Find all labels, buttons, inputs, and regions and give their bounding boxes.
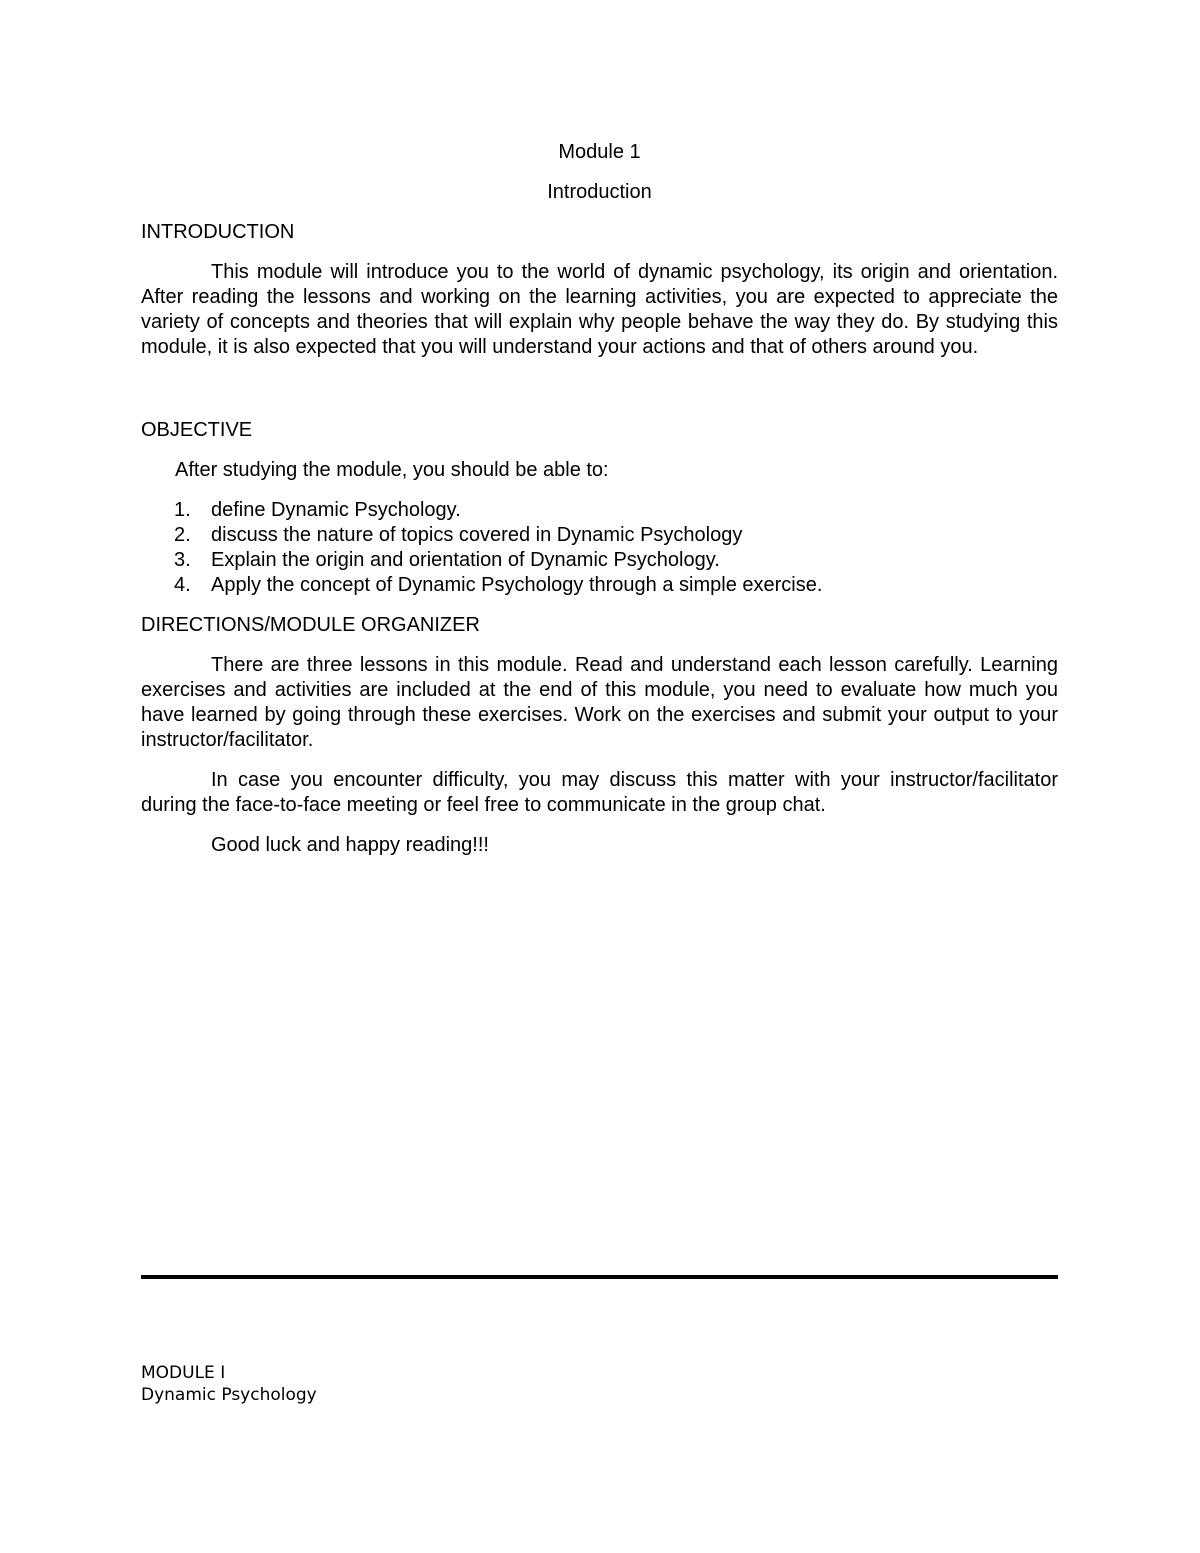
list-item-number: 3. bbox=[174, 549, 191, 571]
list-item bbox=[141, 523, 1058, 548]
list-item-number: 1. bbox=[174, 499, 191, 521]
objective-heading: OBJECTIVE bbox=[141, 419, 253, 441]
list-item bbox=[141, 573, 1058, 598]
list-item bbox=[141, 548, 1058, 573]
objective-lead: After studying the module, you should be able to: bbox=[175, 459, 609, 481]
footer-subject-label: Dynamic Psychology bbox=[141, 1385, 317, 1405]
list-item-text: Apply the concept of Dynamic Psychology through a simple exercise. bbox=[211, 574, 823, 596]
directions-paragraph-1: There are three lessons in this module. Read and understand each lesson carefully. Learning exercises and activities are included at the end of this module, you need to evaluate how much you have learned by going through these exercises. Work on the exercises and submit your output to your instructor/facilitator. bbox=[141, 654, 1058, 751]
list-item-text: Explain the origin and orientation of Dynamic Psychology. bbox=[211, 549, 720, 571]
directions-paragraph-2: In case you encounter difficulty, you may discuss this matter with your instructor/facilitator during the face-to-face meeting or feel free to communicate in the group chat. bbox=[141, 769, 1058, 816]
footer-module-label: MODULE I bbox=[141, 1363, 226, 1383]
page-footer bbox=[141, 1362, 317, 1406]
module-title: Module 1 bbox=[558, 141, 641, 163]
module-subtitle: Introduction bbox=[547, 181, 652, 203]
closing-line: Good luck and happy reading!!! bbox=[211, 834, 489, 856]
list-item-number: 4. bbox=[174, 574, 191, 596]
list-item-text: define Dynamic Psychology. bbox=[211, 499, 461, 521]
list-item-text: discuss the nature of topics covered in Dynamic Psychology bbox=[211, 524, 743, 546]
page-content bbox=[141, 140, 1058, 858]
list-item bbox=[141, 498, 1058, 523]
introduction-paragraph: This module will introduce you to the world of dynamic psychology, its origin and orientation. After reading the lessons and working on the learning activities, you are expected to appreciate the variety of concepts and theories that will explain why people behave the way they do. By studying this module, it is also expected that you will understand your actions and that of others around you. bbox=[141, 261, 1058, 358]
list-item-number: 2. bbox=[174, 524, 191, 546]
directions-heading: DIRECTIONS/MODULE ORGANIZER bbox=[141, 614, 480, 636]
footer-divider bbox=[141, 1275, 1058, 1279]
objective-list bbox=[141, 498, 1058, 598]
introduction-heading: INTRODUCTION bbox=[141, 221, 295, 243]
